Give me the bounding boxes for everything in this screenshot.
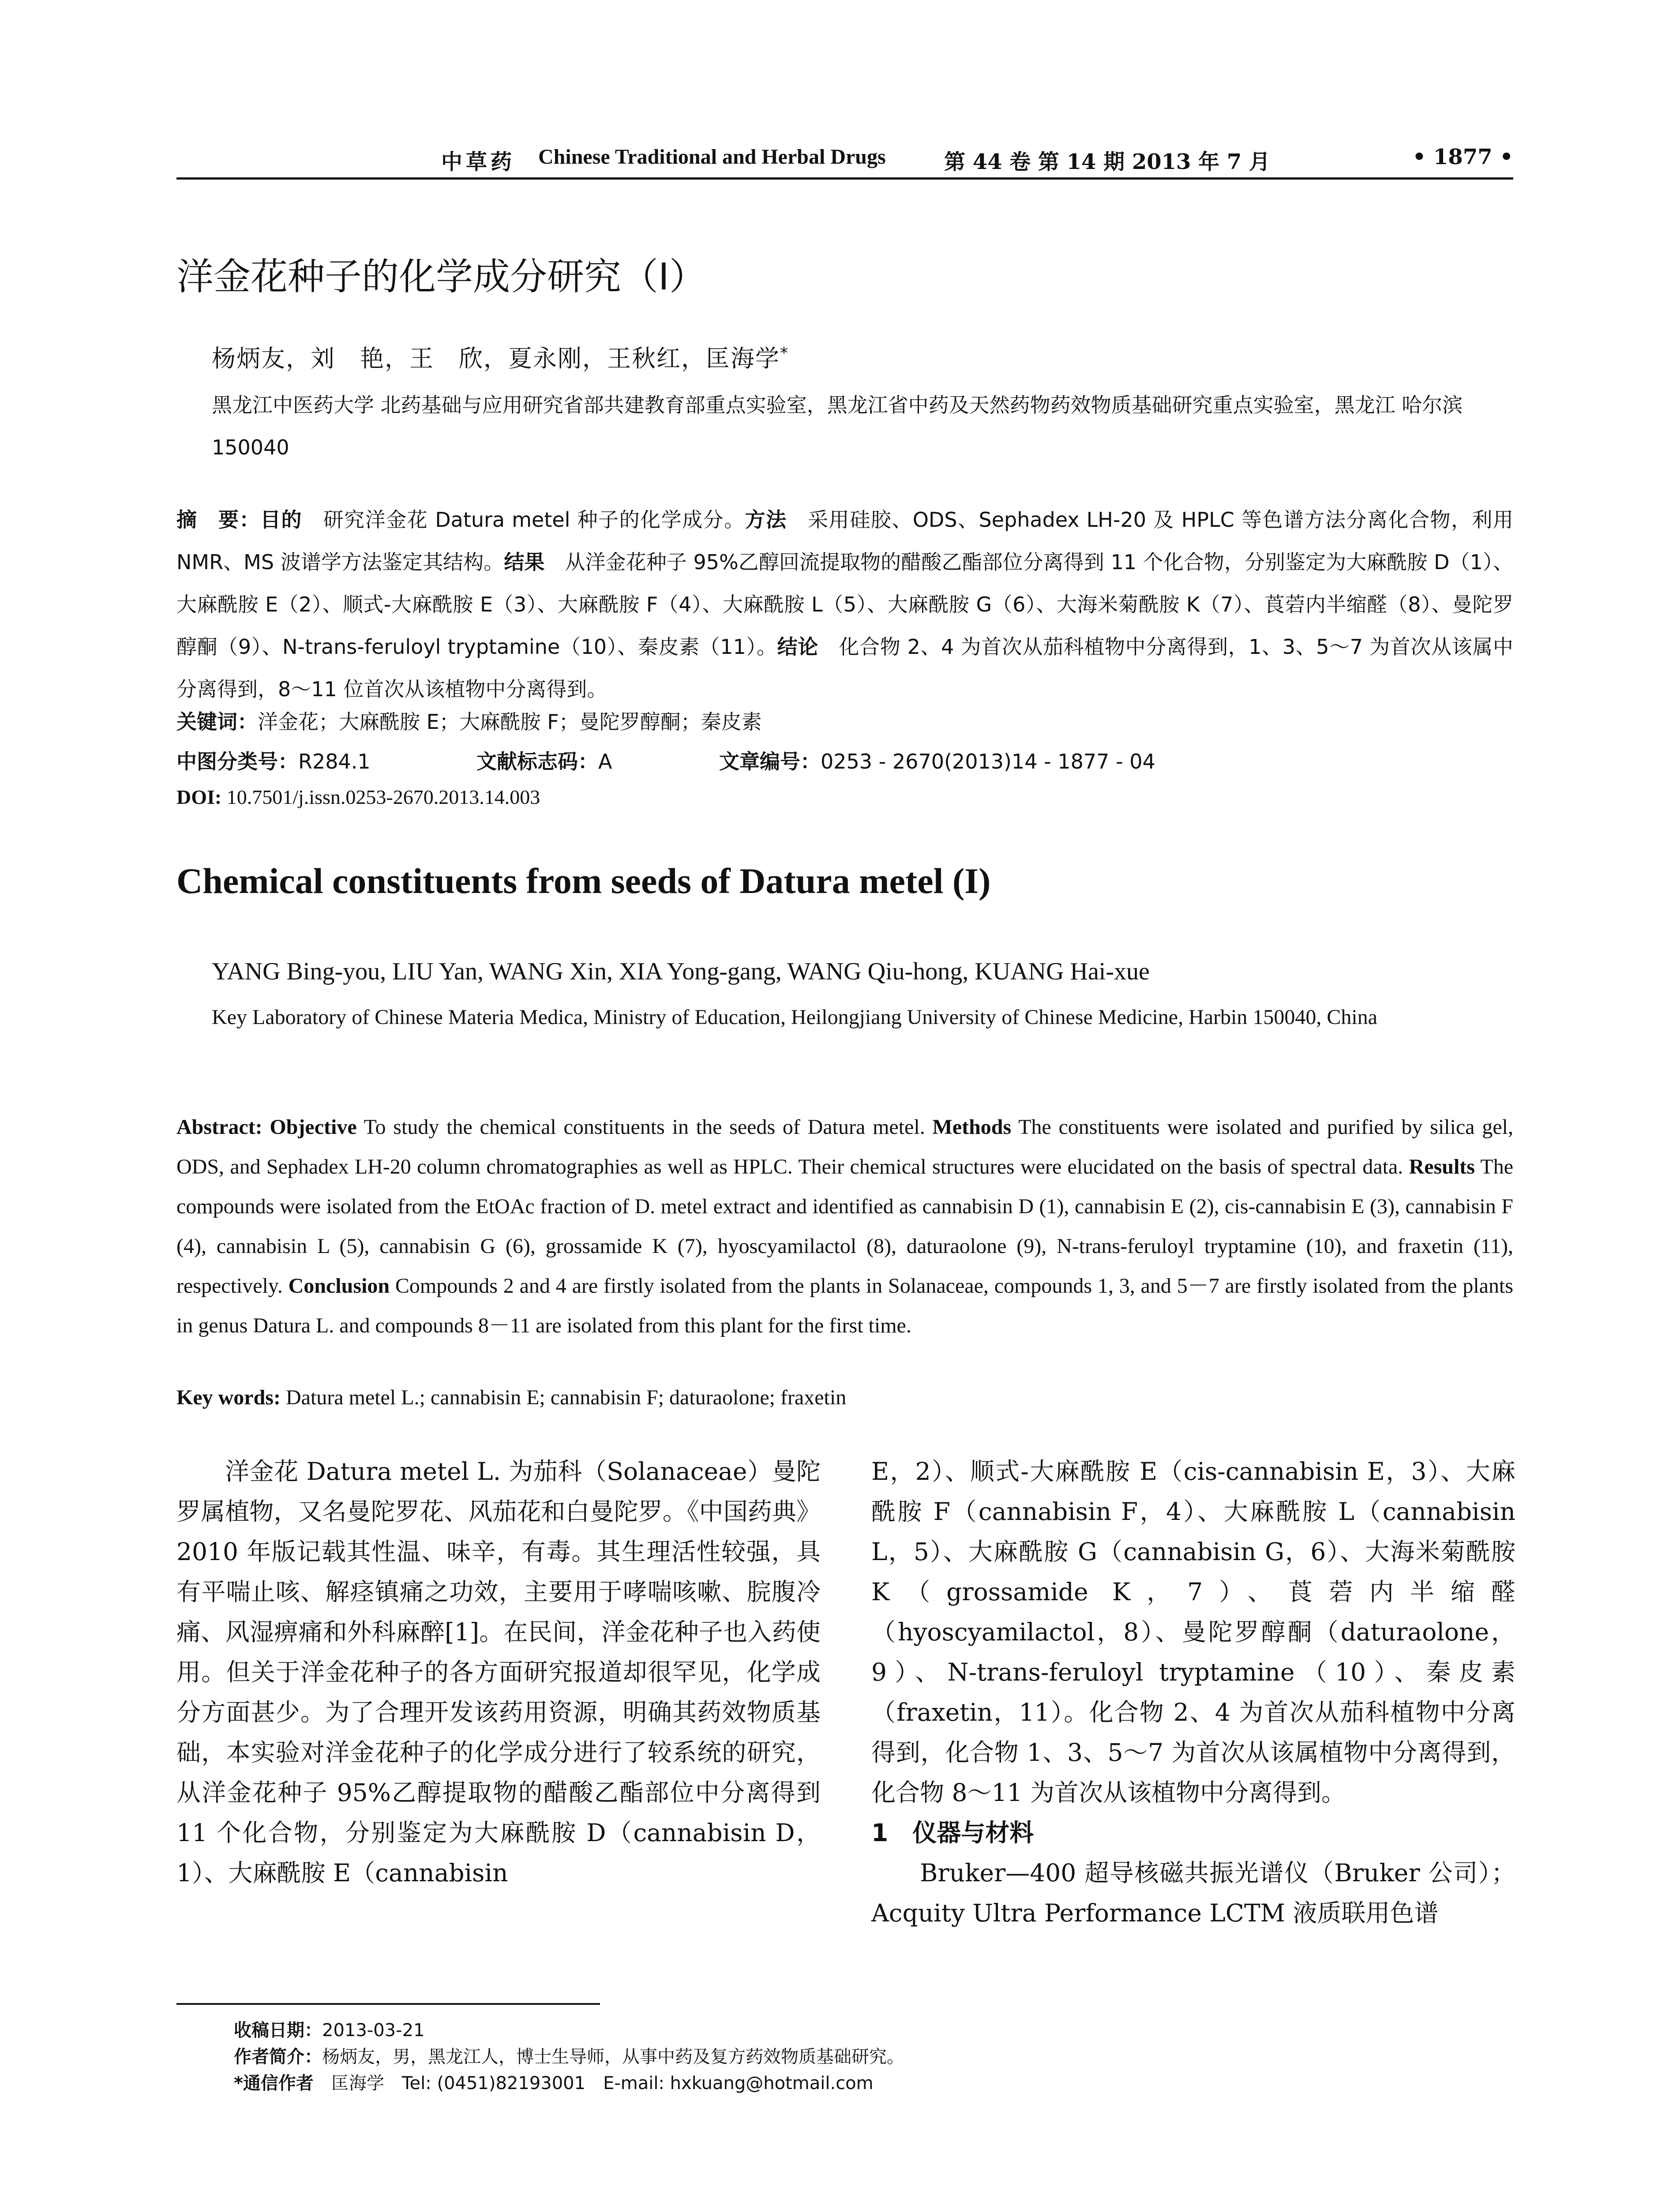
- doi-label: DOI:: [176, 786, 222, 808]
- body-right-column: [871, 1452, 1515, 1933]
- conclusion-en: Compounds 2 and 4 are firstly isolated from the plants in Solanaceae, compounds 1, 3, and 5－7 are firstly isolated from the plants in genus Datura L. and compounds 8－11 are isolated from this plant for the first time.: [176, 1274, 1513, 1337]
- results-en-label: Results: [1409, 1155, 1475, 1178]
- doc-code: [476, 746, 612, 775]
- authors-en: YANG Bing-you, LIU Yan, WANG Xin, XIA Yong-gang, WANG Qiu-hong, KUANG Hai-xue: [212, 958, 1150, 985]
- clc-code: [176, 746, 371, 775]
- footnote-corresponding: [234, 2069, 1513, 2094]
- article-number: [719, 746, 1155, 775]
- authors-cn: [212, 340, 789, 374]
- corresponding-contact[interactable]: 匡海学 Tel: (0451)82193001 E-mail: hxkuang@hotmail.com: [313, 2073, 874, 2093]
- keywords-en-label: Key words:: [176, 1386, 286, 1409]
- objective-en: To study the chemical constituents in the seeds of Datura metel.: [356, 1115, 933, 1139]
- received-label: 收稿日期：: [234, 2020, 322, 2041]
- clc-label: 中图分类号：: [176, 750, 298, 773]
- journal-name-en: Chinese Traditional and Herbal Drugs: [538, 145, 886, 169]
- classification-line: [176, 746, 1513, 777]
- clc-value: R284.1: [298, 750, 371, 773]
- bio-text: 杨炳友，男，黑龙江人，博士生导师，从事中药及复方药效物质基础研究。: [322, 2047, 904, 2067]
- objective-cn-label: 目的: [260, 508, 303, 532]
- authors-cn-names: 杨炳友，刘 艳，王 欣，夏永刚，王秋红，匡海学: [212, 345, 780, 372]
- affiliation-en: Key Laboratory of Chinese Materia Medica, Ministry of Education, Heilongjiang University of Chinese Medicine, Harbin 150040, China: [212, 1005, 1378, 1029]
- keywords-cn-text: 洋金花；大麻酰胺 E；大麻酰胺 F；曼陀罗醇酮；秦皮素: [258, 710, 762, 734]
- footnote-rule: [176, 2003, 600, 2005]
- results-cn: 从洋金花种子 95%乙醇回流提取物的醋酸乙酯部位分离得到 11 个化合物，分别鉴定为大麻酰胺 D（1）、大麻酰胺 E（2）、顺式-大麻酰胺 E（3）、大麻酰胺 F（4）、大麻酰胺 L（5）、大麻酰胺 G（6）、大海米菊酰胺 K（7）、莨菪内半缩醛（8）、曼陀罗醇酮（9）、N-trans-feruloyl tryptamine（10）、秦皮素（11）。: [176, 550, 1514, 659]
- intro-paragraph-cont: E，2）、顺式-大麻酰胺 E（cis-cannabisin E，3）、大麻酰胺 F（cannabisin F，4）、大麻酰胺 L（cannabisin L，5）、大麻酰胺 G（cannabisin G，6）、大海米菊酰胺 K（grossamide K，7）、莨菪内半缩醛（hyoscyamilactol，8）、曼陀罗醇酮（daturaolone，9）、N-trans-feruloyl tryptamine（10）、秦皮素（fraxetin，11）。化合物 2、4 为首次从茄科植物中分离得到，化合物 1、3、5～7 为首次从该属植物中分离得到，化合物 8～11 为首次从该植物中分离得到。: [871, 1457, 1515, 1807]
- received-date: 2013-03-21: [322, 2020, 425, 2041]
- footnote-received: [234, 2016, 1513, 2041]
- conclusion-cn-label: 结论: [777, 635, 818, 659]
- methods-en: The constituents were isolated and purified by silica gel, ODS, and Sephadex LH-20 column chromatographies as well as HPLC. Their chemical structures were elucidated on the basis of spectral data.: [176, 1115, 1514, 1178]
- results-cn-label: 结果: [504, 550, 545, 574]
- affiliation-cn: 黑龙江中医药大学 北药基础与应用研究省部共建教育部重点实验室，黑龙江省中药及天然药物药效物质基础研究重点实验室，黑龙江 哈尔滨 150040: [212, 393, 1463, 459]
- title-cn: 洋金花种子的化学成分研究（I）: [176, 255, 706, 298]
- issue-info: 第 44 卷 第 14 期 2013 年 7 月: [944, 150, 1270, 174]
- conclusion-en-label: Conclusion: [288, 1274, 390, 1298]
- article-label: 文章编号：: [719, 750, 821, 773]
- footnote-bio: [234, 2043, 1513, 2068]
- abstract-cn: [176, 499, 1513, 710]
- title-en: Chemical constituents from seeds of Datura metel (I): [176, 861, 991, 901]
- conclusion-cn: 化合物 2、4 为首次从茄科植物中分离得到，1、3、5～7 为首次从该属中分离得到，8～11 位首次从该植物中分离得到。: [176, 635, 1514, 701]
- abstract-en-label: Abstract:: [176, 1115, 270, 1139]
- corresponding-mark: *: [780, 344, 789, 362]
- keywords-en: [176, 1385, 1513, 1410]
- keywords-cn-label: 关键词：: [176, 710, 258, 734]
- running-header: [176, 140, 1513, 176]
- methods-cn: 采用硅胶、ODS、Sephadex LH-20 及 HPLC 等色谱方法分离化合物，利用 NMR、MS 波谱学方法鉴定其结构。: [176, 508, 1514, 574]
- keywords-en-text: Datura metel L.; cannabisin E; cannabisin F; daturaolone; fraxetin: [285, 1386, 847, 1409]
- objective-cn: 研究洋金花 Datura metel 种子的化学成分。: [302, 508, 745, 532]
- doi: [176, 785, 540, 809]
- objective-en-label: Objective: [270, 1115, 357, 1139]
- doc-value: A: [598, 750, 612, 773]
- results-en: The compounds were isolated from the EtOAc fraction of D. metel extract and identified as cannabisin D (1), cannabisin E (2), cis-cannabisin E (3), cannabisin F (4), cannabisin L (5), cannabisin G (6), grossamide K (7), hyoscyamilactol (8), daturaolone (9), N-trans-feruloyl tryptamine (10), and fraxetin (11), respectively.: [176, 1155, 1513, 1298]
- bio-label: 作者简介：: [234, 2047, 322, 2067]
- section-heading: 1 仪器与材料: [871, 1819, 1034, 1847]
- intro-paragraph: 洋金花 Datura metel L. 为茄科（Solanaceae）曼陀罗属植物，又名曼陀罗花、风茄花和白曼陀罗。《中国药典》2010 年版记载其性温、味辛，有毒。其生理活性较强，具有平喘止咳、解痉镇痛之功效，主要用于哮喘咳嗽、脘腹冷痛、风湿痹痛和外科麻醉[1]。在民间，洋金花种子也入药使用。但关于洋金花种子的各方面研究报道却很罕见，化学成分方面甚少。为了合理开发该药用资源，明确其药效物质基础，本实验对洋金花种子的化学成分进行了较系统的研究，从洋金花种子 95%乙醇提取物的醋酸乙酯部位中分离得到 11 个化合物，分别鉴定为大麻酰胺 D（cannabisin D，1）、大麻酰胺 E（cannabisin: [176, 1457, 821, 1887]
- methods-en-label: Methods: [932, 1115, 1012, 1139]
- article-value: 0253 - 2670(2013)14 - 1877 - 04: [821, 750, 1155, 773]
- doc-label: 文献标志码：: [476, 750, 598, 773]
- page-number: • 1877 •: [1412, 145, 1513, 169]
- abstract-cn-label: 摘 要：: [176, 508, 261, 532]
- methods-cn-label: 方法: [745, 508, 787, 532]
- header-rule: [176, 177, 1513, 180]
- instruments-paragraph: Bruker—400 超导核磁共振光谱仪（Bruker 公司）；Acquity Ultra Performance LCTM 液质联用色谱: [871, 1859, 1515, 1927]
- journal-name-cn: 中草药: [441, 150, 516, 174]
- corresponding-label: *通信作者: [234, 2073, 314, 2093]
- abstract-en: [176, 1107, 1513, 1346]
- body-left-column: [176, 1452, 821, 1893]
- doi-link[interactable]: 10.7501/j.issn.0253-2670.2013.14.003: [221, 786, 540, 808]
- keywords-cn: [176, 706, 1513, 735]
